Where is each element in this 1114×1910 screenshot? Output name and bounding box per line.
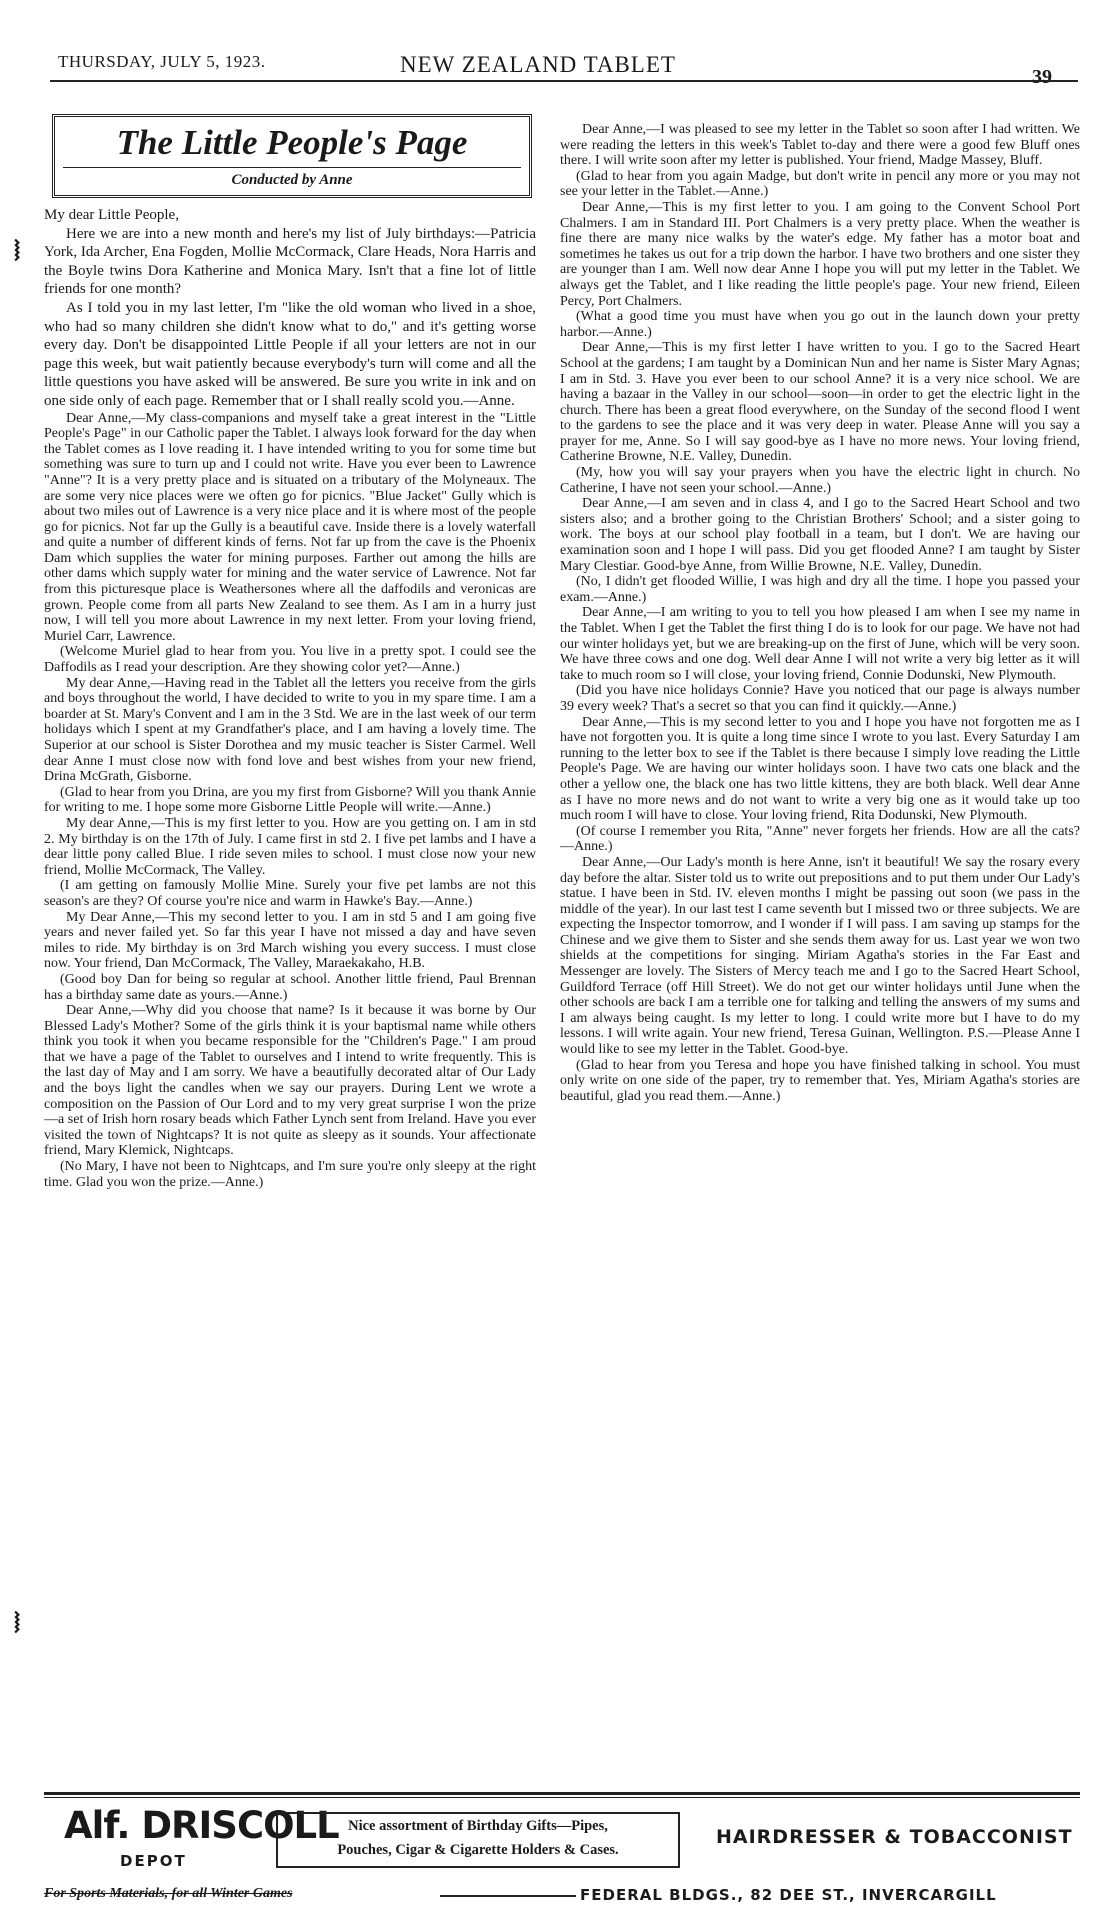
reply-paragraph: (No, I didn't get flooded Willie, I was high and dry all the time. I hope you passed your exam.—Anne.) [560, 574, 1080, 605]
reply-paragraph: (Glad to hear from you again Madge, but don't write in pencil any more or you may not see your letter in the Tablet.—Anne.) [560, 168, 1080, 200]
left-column-body [44, 206, 536, 1190]
column-title-box [52, 114, 532, 198]
reply-paragraph: (I am getting on famously Mollie Mine. Surely your five pet lambs are not this season's are they? Of course you're nice and warm in Hawke's Bay.—Anne.) [44, 878, 536, 909]
ad-offer-box [276, 1812, 680, 1868]
letter-paragraph: Dear Anne,—I am writing to you to tell you how pleased I am when I see my name in the Tablet. When I get the Tablet the first thing I do is to look for our page. We have not had our winter holidays yet, but we are breaking-up on the first of June, which will be very soon. We have three cows and one dog. Well dear Anne I will not write a very big letter as it will take to much room so I will close, your loving friend, Connie Dodunski, New Plymouth. [560, 605, 1080, 683]
letter-paragraph: Dear Anne,—I am seven and in class 4, and I go to the Sacred Heart School and two sisters also; and a brother going to the Christian Brothers' School; and a sister going to work. The boys at our school play football in a team, but I don't. We are having our examination soon and I hope I will pass. Did you get flooded Anne? I am taught by Sister Mary Clestiar. Good-bye Anne, from Willie Browne, N.E. Valley, Dunedin. [560, 496, 1080, 574]
reply-paragraph: (Welcome Muriel glad to hear from you. You live in a pretty spot. I could see the Daffodils as I read your description. Are they showing color yet?—Anne.) [44, 644, 536, 676]
reply-paragraph: (Did you have nice holidays Connie? Have you noticed that our page is always number 39 every week? That's a secret so that you can find it quickly.—Anne.) [560, 683, 1080, 714]
salutation: My dear Little People, [44, 207, 179, 223]
header-rule [50, 80, 1078, 82]
advertiser-trade: HAIRDRESSER & TOBACCONIST [716, 1826, 1073, 1848]
reply-paragraph: (Of course I remember you Rita, "Anne" never forgets her friends. How are all the cats?—Anne.) [560, 823, 1080, 855]
letter-paragraph: Dear Anne,—Our Lady's month is here Anne, isn't it beautiful! We say the rosary every day before the altar. Sister told us to write out prepositions and to put them under Our Lady's statue. I have been in Std. IV. eleven months I might be passing out soon (we pass in the middle of the year). In our last test I came seventh but I missed two or three subjects. We are expecting the Inspector tomorrow, and I wonder if I will pass. I am saving up stamps for the Chinese and we give them to Sister and she sends them away for us. Last year we won two shields at the competitions for singing. Miriam Agatha's stories in the Far East and Messenger are lovely. The Sisters of Mercy teach me and I go to the Sacred Heart School, Guildford Terrace (off Hill Street). We do not get our winter holidays until June when the other schools are back I am a terrible one for talking and telling the answers of my sums and I am always being caught. Is my letter to long. I could write more but I have to do my lessons. I will write again. Your new friend, Teresa Guinan, Wellington. P.S.—Please Anne I would like to see my letter in the Tablet. Good-bye. [560, 854, 1080, 1058]
ad-footer-left: For Sports Materials, for all Winter Games [44, 1886, 293, 1901]
letter-paragraph: Dear Anne,—This is my first letter I have written to you. I go to the Sacred Heart School at the gardens; I am taught by a Dominican Nun and her name is Sister Mary Agnas; I am in Std. 3. Have you ever been to our school Anne? it is a very nice school. We are having a bazaar in the Valley in our school—soon—in order to get the electric light in the church. There has been a great flood everywhere, on the Sunday of the second flood I went to the gardens to see the place and it was very deep in water. Please Anne will you say a prayer for me, Anne. So I will say good-bye as I have no more news. Your loving friend, Catherine Browne, N.E. Valley, Dunedin. [560, 340, 1080, 465]
letter-paragraph: Dear Anne,—Why did you choose that name? Is it because it was borne by Our Blessed Lady's Mother? Some of the girls think it is your baptismal name while others think you took it when you became responsible for the "Children's Page." I am proud that we have a page of the Tablet to ourselves and I intend to write frequently. This is the last day of May and I am sorry. We have a beautifully decorated altar of Our Lady and the boys light the candles when we say our prayers. During Lent we wrote a composition on the Passion of Our Lord and to my very great surprise I won the prize—a set of Irish horn rosary beads which Father Lynch sent from Ireland. Have you ever visited the town of Nightcaps? It is not quite as sleepy as it sounds. Your affectionate friend, Mary Klemick, Nightcaps. [44, 1003, 536, 1159]
publication-name: NEW ZEALAND TABLET [400, 52, 676, 77]
reply-paragraph: (Good boy Dan for being so regular at school. Another little friend, Paul Brennan has a birthday same date as yours.—Anne.) [44, 971, 536, 1003]
letter-paragraph: My dear Anne,—This is my first letter to you. How are you getting on. I am in std 2. My birthday is on the 17th of July. I came first in std 2. I five pet lambs and I have a dear little pony called Blue. I ride seven miles to school. I must close now your new friend, Mollie McCormack, The Valley. [44, 815, 536, 878]
reply-paragraph: (My, how you will say your prayers when you have the electric light in church. No Catherine, I have not seen your school.—Anne.) [560, 465, 1080, 496]
reply-paragraph: (Glad to hear from you Drina, are you my first from Gisborne? Will you thank Annie for writing to me. I hope some more Gisborne Little People will write.—Anne.) [44, 784, 536, 816]
letter-paragraph: Dear Anne,—I was pleased to see my letter in the Tablet so soon after I had written. We were reading the letters in this week's Tablet to-day and there were a good few Bluff ones there. I will write soon after my letter is published. Your friend, Madge Massey, Bluff. [560, 122, 1080, 169]
issue-date: THURSDAY, JULY 5, 1923. [58, 52, 266, 71]
ad-footer-rule [440, 1895, 576, 1897]
right-column [560, 122, 1080, 1784]
advertiser-name: Alf. DRISCOLL [64, 1804, 339, 1847]
column-byline: Conducted by Anne [231, 172, 353, 188]
margin-bracket-mark: ⧘ [14, 234, 21, 267]
margin-bracket-mark: ⧘ [14, 1606, 21, 1639]
left-column [44, 114, 536, 1784]
letter-paragraph: My Dear Anne,—This my second letter to you. I am in std 5 and I am going five years and never failed yet. So far this year I have not missed a day and have seven miles to ride. My birthday is on 3rd March wishing you every success. I must close now. Your friend, Dan McCormack, The Valley, Maraekakaho, H.B. [44, 909, 536, 972]
letter-paragraph: My dear Anne,—Having read in the Tablet all the letters you receive from the girls and boys throughout the world, I have decided to write to you in my spare time. I am a boarder at St. Mary's Convent and I am in the 3 Std. We are in the last week of our term holidays which I spent at my Grandfather's place, and I am having a lovely time. The Superior at our school is Sister Dorothea and my music teacher is Sister Carmel. Well dear Anne I must close now with fond love and best wishes from your new friend, Drina McGrath, Gisborne. [44, 675, 536, 785]
column-title: The Little People's Page [116, 123, 468, 162]
title-rule [63, 167, 521, 168]
right-column-body [560, 122, 1080, 1104]
reply-paragraph: (Glad to hear from you Teresa and hope you have finished talking in school. You must only write on one side of the paper, try to remember that. Yes, Miriam Agatha's stories are beautiful, glad you read them.—Anne.) [560, 1057, 1080, 1104]
ad-offer-line: Pouches, Cigar & Cigarette Holders & Cases. [337, 1842, 619, 1858]
ad-top-rule-thin [44, 1797, 1080, 1798]
letter-paragraph: Dear Anne,—This is my first letter to you. I am going to the Convent School Port Chalmers. I am in Standard III. Port Chalmers is a very pretty place. When the weather is fine there are many nice walks by the water's edge. My father has a motor boat and sometimes he takes us out for a trip down the harbor. I have two brothers and one sister they are younger than I am. Well now dear Anne I hope you will put my letter in the Tablet. We always get the Tablet, and I like reading the little people's page. Your new friend, Eileen Percy, Port Chalmers. [560, 199, 1080, 309]
editorial-paragraph: Here we are into a new month and here's my list of July birthdays:—Patricia York, Ida Archer, Ena Fogden, Mollie McCormack, Clare Heads, Nora Harris and the Boyle twins Dora Katherine and Monica Mary. Isn't that a fine lot of little friends for one month? [44, 225, 536, 298]
letter-paragraph: Dear Anne,—This is my second letter to you and I hope you have not forgotten me as I have not forgotten you. It is quite a long time since I wrote to you last. Every Saturday I am running to the letter box to see if the Tablet is there because I simply love reading the Little People's Page. We are having our winter holidays soon. I have two cats one black and the other a yellow one, the black one has two little kittens, they are both black. Well dear Anne as I have no more news and do not want to write a very big one as it would take up too much room I will have to close. Your loving friend, Rita Dodunski, New Plymouth. [560, 714, 1080, 824]
advertiser-depot: DEPOT [120, 1852, 187, 1870]
letter-paragraph: Dear Anne,—My class-companions and myself take a great interest in the "Little People's Page" in our Catholic paper the Tablet. I always look forward for the day when the Tablet comes as I love reading it. I have intended writing to you for some time but something was sure to turn up and I could not write. Have you ever been to Lawrence "Anne"? It is a very pretty place and is situated on a tributary of the Molyneaux. The are some very nice places were we often go for picnics. "Blue Jacket" Gully which is about two miles out of Lawrence is a very nice place and it is where most of the people go for picnics. Not far up the Gully is a beautiful cave. Inside there is a lovely waterfall and quite a number of different kinds of ferns. Not far up from the cave is the Phoenix Dam which supplies the water for mining purposes. Farther out among the hills are other dams which supply water for mining and the water service of Lawrence. Not far from this picturesque place is Weathersones where all the daffodils and veronicas are grown. People come from all parts New Zealand to see them. As I am in a hurry just now, I will tell you more about Lawrence in my next letter. From your loving friend, Muriel Carr, Lawrence. [44, 410, 536, 644]
reply-paragraph: (No Mary, I have not been to Nightcaps, and I'm sure you're only sleepy at the right time. Glad you won the prize.—Anne.) [44, 1159, 536, 1190]
reply-paragraph: (What a good time you must have when you go out in the launch down your pretty harbor.—Anne.) [560, 309, 1080, 340]
editorial-paragraph: As I told you in my last letter, I'm "like the old woman who lived in a shoe, who had so many children she didn't know what to do," and it's getting worse every day. Don't be disappointed Little People if all your letters are not in our page this week, but wait patiently because everybody's turn will come and all the little questions you have asked will be answered. Be sure you write in ink and on one side only of each page. Remember that or I shall really scold you.—Anne. [44, 299, 536, 409]
ad-top-rule [44, 1792, 1080, 1795]
ad-offer-line: Nice assortment of Birthday Gifts—Pipes, [348, 1818, 608, 1834]
page-number: 39 [1032, 66, 1052, 88]
advertiser-address: FEDERAL BLDGS., 82 DEE ST., INVERCARGILL [580, 1886, 997, 1904]
